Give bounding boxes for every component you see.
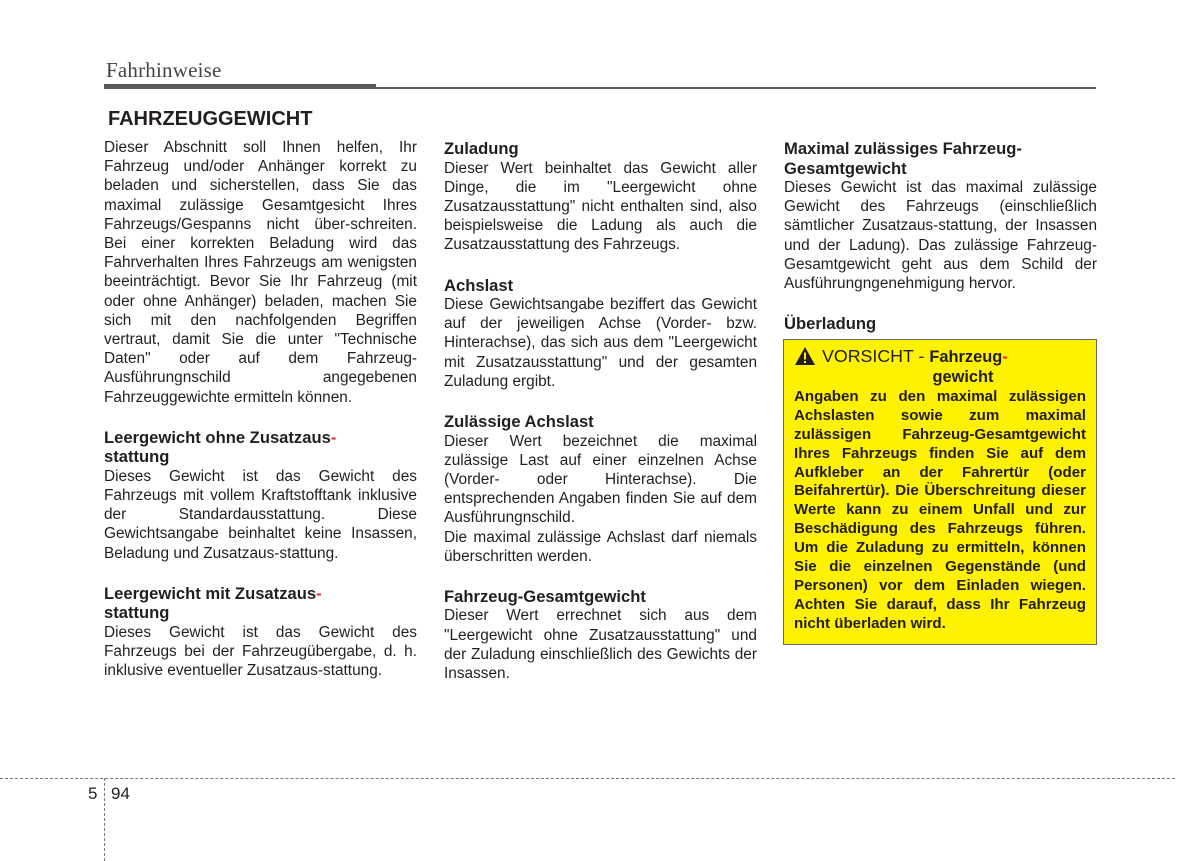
paragraph-zuladung: Dieser Wert beinhaltet das Gewicht aller Dinge, die im "Leergewicht ohne Zusatzausstattung" nicht enthalten sind, also beispielsweise die Ladung als auch die Zusatzausstattung des Fahrzeugs. [444,159,757,254]
column-right [784,138,1097,645]
page-number: 94 [111,784,130,803]
paragraph-max-gesamtgewicht: Dieses Gewicht ist das maximal zulässige Gewicht des Fahrzeugs (einschließlich sämtlicher Zusatzaus-stattung, der Insassen und der Ladung). Das zulässige Fahrzeug-Gesamtgewicht geht aus dem Schild der Ausführungngenehmigung hervor. [784,179,1097,293]
heading-zulaessige-achslast: Zulässige Achslast [444,412,594,432]
column-left [104,138,417,680]
heading-ueberladung: Überladung [784,314,877,334]
paragraph-fahrzeug-gesamtgewicht: Dieser Wert errechnet sich aus dem "Leergewicht ohne Zusatzausstattung" und der Zuladung einschließlich des Gewichts der Insassen. [444,607,757,683]
header-rule-thick [104,84,376,89]
paragraph-zulaessige-achslast-2: Die maximal zulässige Achslast darf niemals überschritten werden. [444,528,757,565]
paragraph-leergewicht-ohne: Dieses Gewicht ist das Gewicht des Fahrzeugs mit vollem Kraftstofftank inklusive der Standardausstattung. Diese Gewichtsangabe beinhaltet keine Insassen, Beladung und Zusatzaus-stattung. [104,467,417,562]
heading-leergewicht-ohne: Leergewicht ohne Zusatzaus- stattung [104,427,337,467]
footer-divider [0,778,1175,779]
warning-label: VORSICHT - [822,345,930,366]
paragraph-leergewicht-mit: Dieses Gewicht ist das Gewicht des Fahrzeugs bei der Fahrzeugübergabe, d. h. inklusive eventueller Zusatzaus-stattung. [104,623,417,680]
section-title: FAHRZEUGGEWICHT [108,108,313,130]
warning-body: Angaben zu den maximal zulässigen Achslasten sowie zum maximal zulässigen Fahrzeug-Gesamtgewicht Ihres Fahrzeugs finden Sie auf dem Aufkleber an der Fahrertür (oder Beifahrertür). Die Überschreitung dieser Werte kann zu einem Unfall und zur Beschädigung des Fahrzeugs führen. Um die Zuladung zu ermitteln, können Sie die einzelnen Gegenstände (und Personen) vor dem Einladen wiegen. Achten Sie darauf, dass Ihr Fahrzeug nicht überladen wird. [794,387,1086,633]
warning-box [783,339,1097,645]
warning-title-cont: gewicht [932,367,994,386]
heading-achslast: Achslast [444,275,514,295]
warning-triangle-icon [794,346,816,366]
header-rule-thin [376,87,1096,89]
chapter-title: Fahrhinweise [106,58,222,82]
footer-vertical-divider [104,778,105,861]
column-middle [444,138,757,683]
heading-zuladung: Zuladung [444,139,519,158]
warning-heading: VORSICHT - Fahrzeug- [794,346,1086,367]
intro-paragraph: Dieser Abschnitt soll Ihnen helfen, Ihr Fahrzeug und/oder Anhänger korrekt zu beladen und sicherstellen, dass Sie das maximal zulässige Gesamtgesicht Ihres Fahrzeugs/Gespanns nicht über-schreiten. Bei einer korrekten Beladung wird das Fahrverhalten Ihres Fahrzeugs am wenigsten beeinträchtigt. Bevor Sie Ihr Fahrzeug (mit oder ohne Anhänger) beladen, machen Sie sich mit den nachfolgenden Begriffen vertraut, damit Sie die unter "Technische Daten" oder auf dem Fahrzeug-Ausführungnschild angegebenen Fahrzeuggewichte ermitteln können. [104,139,417,406]
heading-leergewicht-mit: Leergewicht mit Zusatzaus- stattung [104,583,322,623]
page-section-number: 5 [88,784,98,803]
heading-fahrzeug-gesamtgewicht: Fahrzeug-Gesamtgewicht [444,586,646,606]
heading-max-gesamtgewicht: Maximal zulässiges Fahrzeug- Gesamtgewicht [784,139,1022,178]
warning-title: Fahrzeug [929,347,1003,366]
paragraph-achslast: Diese Gewichtsangabe beziffert das Gewicht auf der jeweiligen Achse (Vorder- bzw. Hinterachse), das sich aus dem "Leergewicht mit Zusatzausstattung" und der gesamten Zuladung ergibt. [444,296,757,390]
paragraph-zulaessige-achslast-1: Dieser Wert bezeichnet die maximal zulässige Last auf einer einzelnen Achse (Vorder- oder Hinterachse). Die entsprechenden Angaben finden Sie auf dem Ausführungnschild. [444,432,757,527]
